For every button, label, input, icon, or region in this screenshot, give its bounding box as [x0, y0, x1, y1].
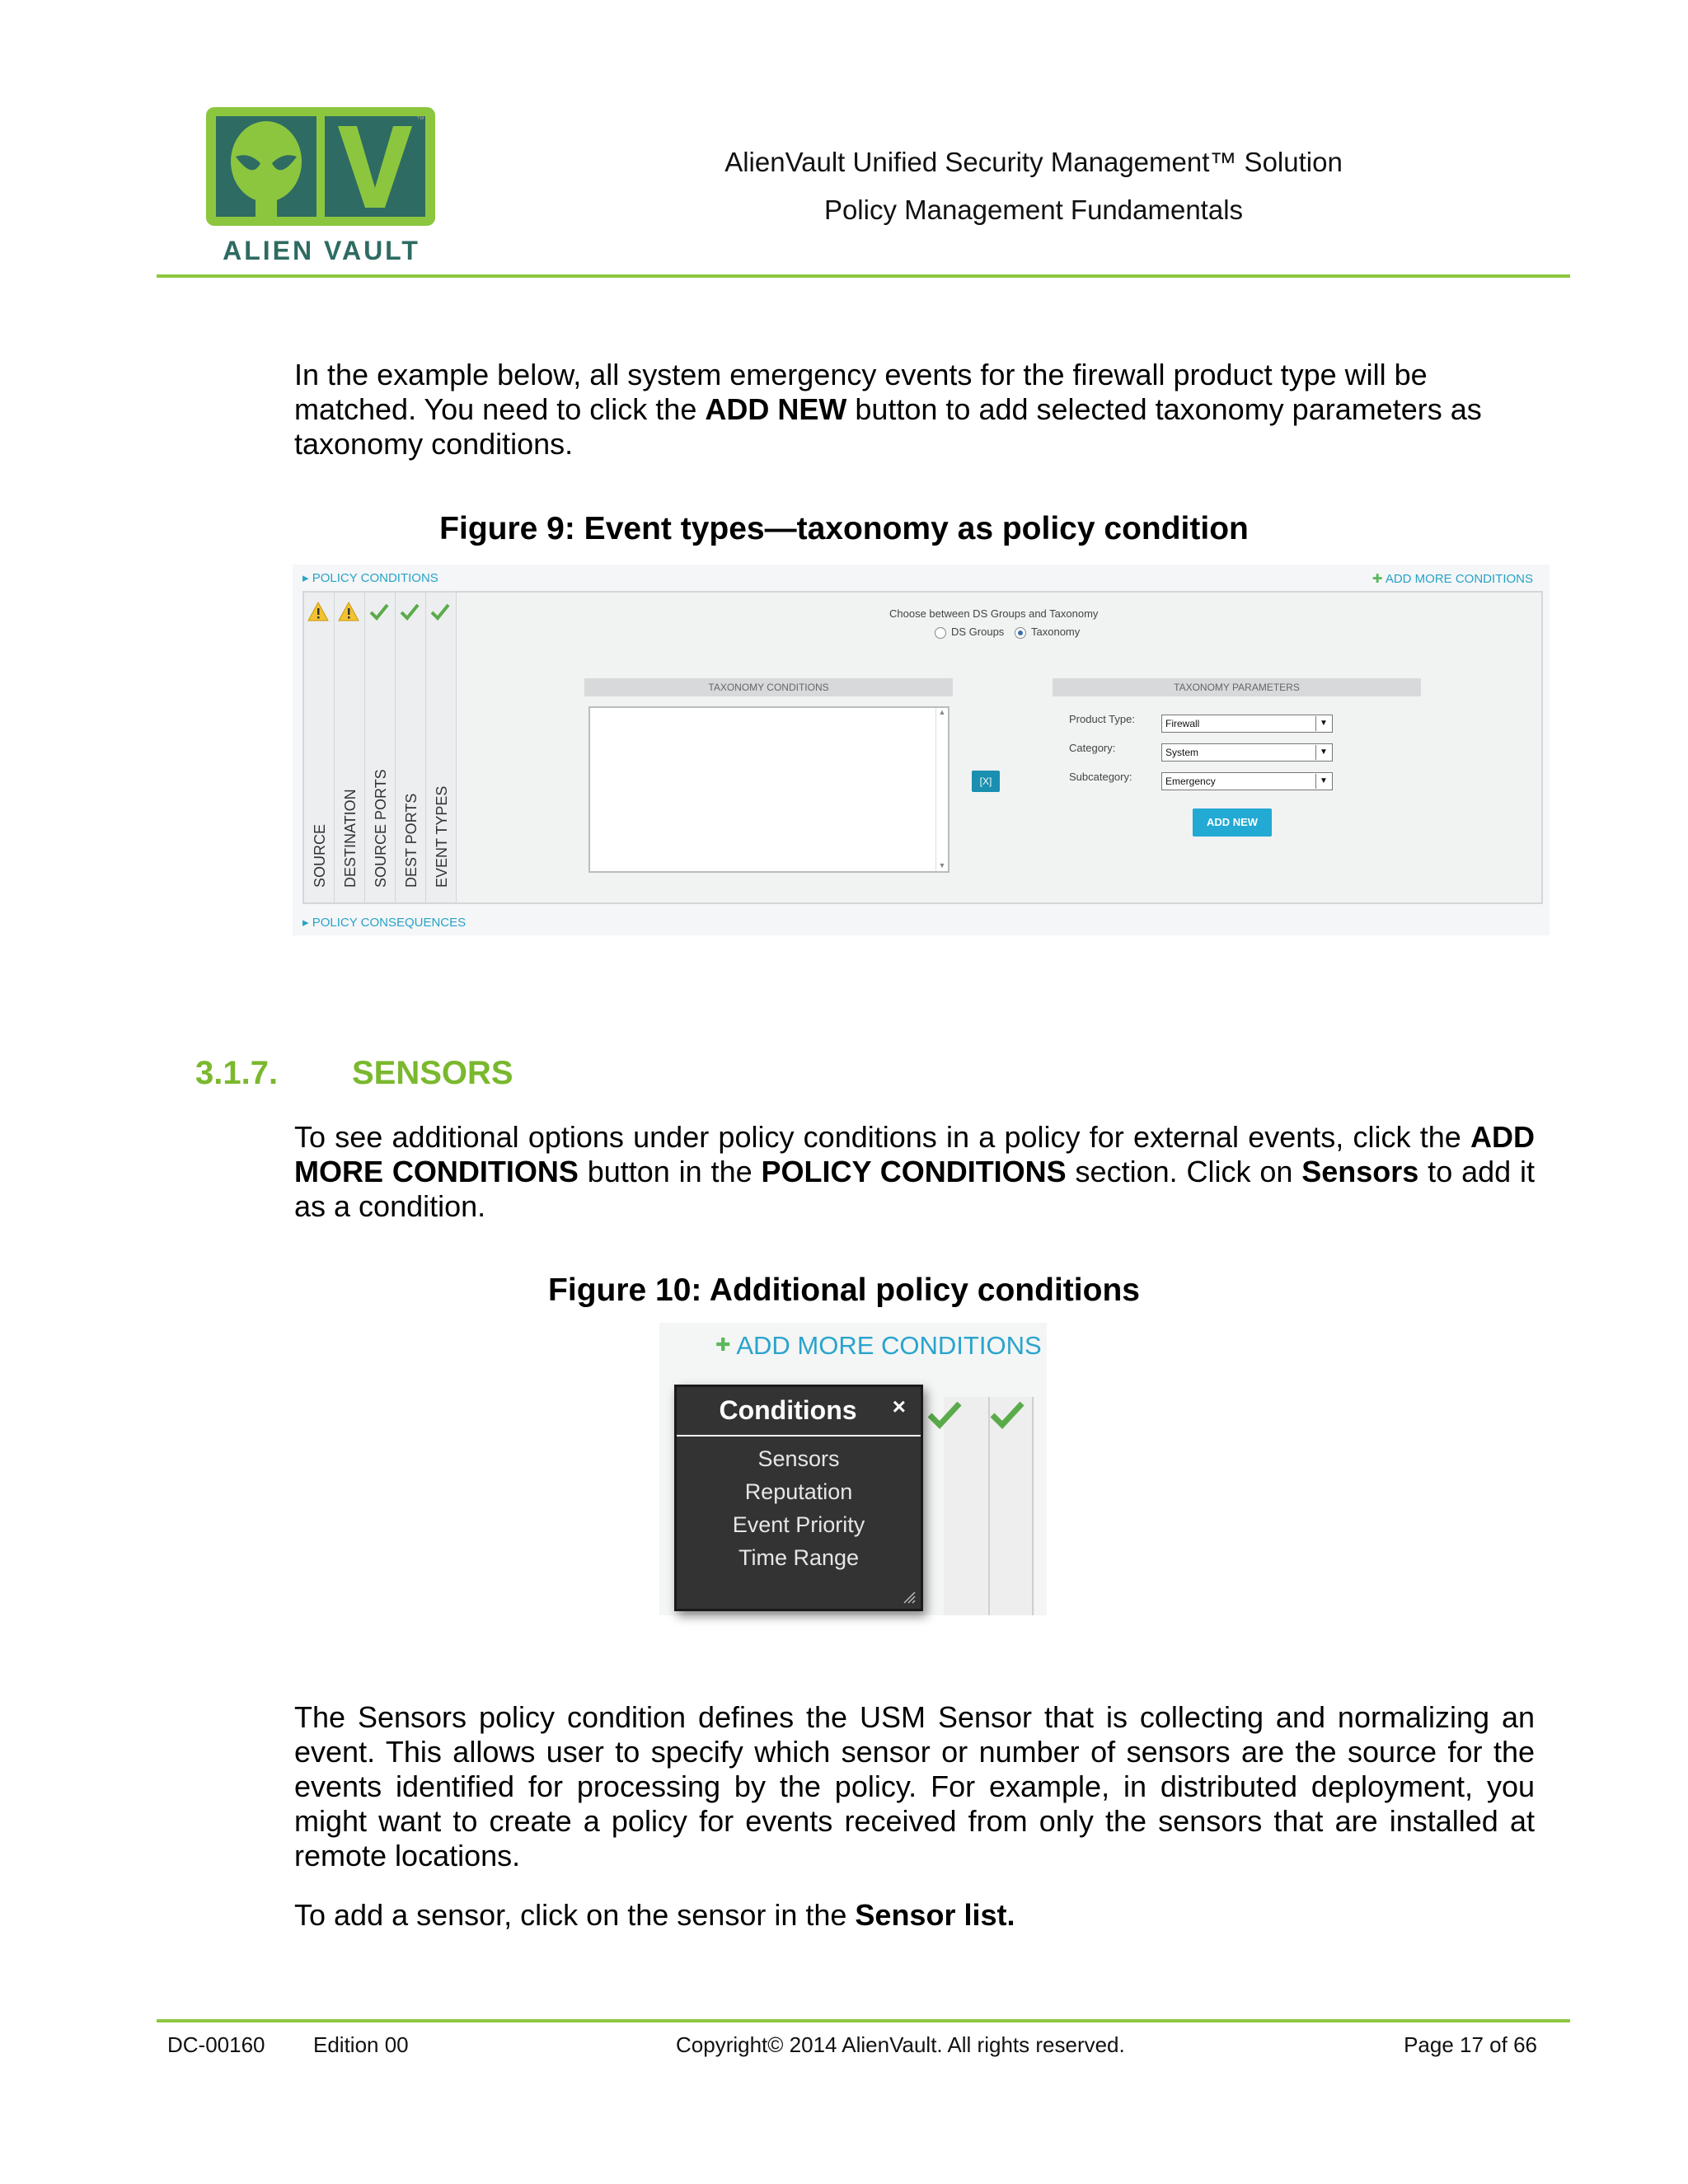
condition-item-sensors[interactable]: Sensors — [757, 1446, 840, 1471]
product-type-label: Product Type: — [1069, 713, 1135, 725]
policy-consequences-link[interactable]: ▸ POLICY CONSEQUENCES — [302, 916, 467, 930]
footer-page-number: Page 17 of 66 — [1404, 2032, 1537, 2057]
product-type-select[interactable]: Firewall ▼ — [1161, 715, 1333, 733]
dropdown-arrow-icon: ▼ — [1315, 716, 1331, 731]
taxonomy-parameters-header: TAXONOMY PARAMETERS — [1053, 678, 1421, 696]
checkmark-icon — [925, 1399, 966, 1432]
checkmark-icon — [429, 601, 451, 622]
radio-button[interactable] — [935, 627, 946, 639]
dropdown-arrow-icon: ▼ — [1315, 745, 1331, 760]
taxonomy-conditions-header: TAXONOMY CONDITIONS — [584, 678, 953, 696]
section-title: SENSORS — [352, 1055, 513, 1091]
policy-conditions-panel — [302, 591, 1543, 904]
resize-handle-icon[interactable] — [901, 1589, 916, 1604]
radio-ds-groups[interactable]: DS Groups — [935, 626, 1004, 639]
add-new-button[interactable]: ADD NEW — [1193, 808, 1272, 837]
dropdown-arrow-icon: ▼ — [1315, 774, 1331, 789]
subcategory-label: Subcategory: — [1069, 771, 1132, 783]
radio-taxonomy[interactable]: Taxonomy — [1015, 626, 1080, 639]
sensors-description-paragraph: The Sensors policy condition defines the USM Sensor that is collecting and normalizing an event. This allows user to specify which sensor or number of sensors are the source for the events identified for processing by the policy. For example, in distributed deployment, you might want to create a policy for events received from only the sensors that are installed at remote locations. — [294, 1700, 1535, 1872]
condition-item-reputation[interactable]: Reputation — [744, 1479, 853, 1504]
add-more-conditions-link[interactable]: ✚ ADD MORE CONDITIONS — [715, 1331, 1042, 1360]
checkmark-icon — [987, 1399, 1029, 1432]
checkmark-icon — [368, 601, 390, 622]
condition-item-event-priority[interactable]: Event Priority — [732, 1512, 865, 1537]
column-dest-ports[interactable]: DEST PORTS — [396, 593, 426, 902]
choose-label: Choose between DS Groups and Taxonomy — [889, 607, 1099, 620]
svg-text:™: ™ — [416, 115, 424, 124]
header-rule — [157, 274, 1570, 278]
popup-divider — [677, 1435, 921, 1436]
footer-rule — [157, 2019, 1570, 2022]
close-icon[interactable]: × — [892, 1394, 906, 1419]
column-destination[interactable]: DESTINATION — [335, 593, 365, 902]
category-label: Category: — [1069, 742, 1116, 754]
footer-doc-id: DC-00160 — [167, 2032, 265, 2057]
figure-9-screenshot — [293, 565, 1550, 935]
column-source-ports[interactable]: SOURCE PORTS — [365, 593, 396, 902]
add-more-conditions-link[interactable]: ✚ ADD MORE CONDITIONS — [1372, 572, 1533, 586]
conditions-popup — [674, 1385, 923, 1611]
intro-paragraph: In the example below, all system emergency events for the firewall product type will be matched. You need to click the ADD NEW button to add selected taxonomy parameters as taxonomy conditions. — [294, 358, 1482, 461]
header-title: AlienVault Unified Security Management™ Solution — [724, 147, 1343, 177]
remove-condition-button[interactable]: [X] — [972, 771, 1000, 792]
figure-10-screenshot — [659, 1323, 1047, 1615]
subcategory-select[interactable]: Emergency ▼ — [1161, 772, 1333, 790]
sensors-intro-paragraph: To see additional options under policy conditions in a policy for external events, click the ADD MORE CONDITIONS button in the POLICY CONDITIONS section. Click on Sensors to add it as a condition. — [294, 1120, 1535, 1223]
footer-copyright: Copyright© 2014 AlienVault. All rights reserved. — [676, 2032, 1125, 2057]
footer-edition: Edition 00 — [313, 2032, 409, 2057]
alienvault-logo — [157, 105, 453, 270]
conditions-popup-title: Conditions — [719, 1395, 857, 1425]
condition-item-time-range[interactable]: Time Range — [738, 1545, 860, 1570]
policy-conditions-link[interactable]: ▸ POLICY CONDITIONS — [302, 571, 438, 585]
radio-button-selected[interactable] — [1015, 627, 1026, 639]
column-event-types[interactable]: EVENT TYPES — [426, 593, 457, 902]
header-subtitle: Policy Management Fundamentals — [823, 194, 1244, 225]
warning-icon — [338, 601, 359, 622]
add-sensor-paragraph: To add a sensor, click on the sensor in the Sensor list. — [294, 1898, 1015, 1932]
category-select[interactable]: System ▼ — [1161, 743, 1333, 762]
checkmark-icon — [399, 601, 420, 622]
column-source[interactable]: SOURCE — [304, 593, 335, 902]
warning-icon — [307, 601, 329, 622]
figure-9-caption: Figure 9: Event types—taxonomy as policy condition — [439, 511, 1249, 546]
section-number: 3.1.7. — [195, 1055, 279, 1091]
taxonomy-conditions-list[interactable]: ▲ ▼ — [588, 706, 950, 873]
svg-text:ALIEN VAULT: ALIEN VAULT — [223, 236, 420, 265]
figure-10-caption: Figure 10: Additional policy conditions — [548, 1272, 1140, 1308]
